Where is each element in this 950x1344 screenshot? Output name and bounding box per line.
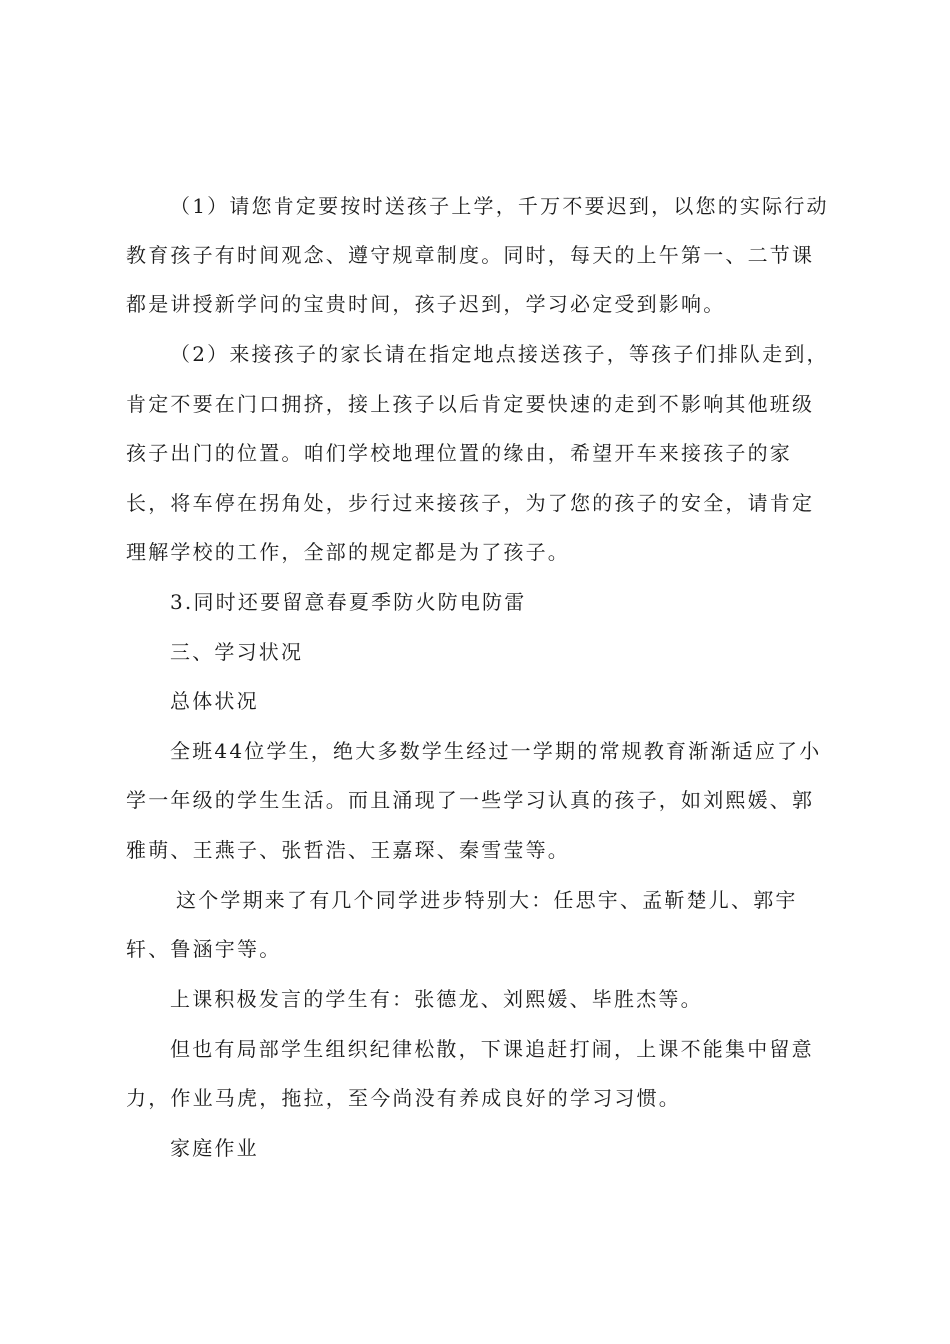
paragraph-2-line-5: 理解学校的工作，全部的规定都是为了孩子。 bbox=[126, 540, 570, 564]
section-heading-learning-status: 三、学习状况 bbox=[170, 640, 304, 664]
paragraph-3-line-2: 学一年级的学生生活。而且涌现了一些学习认真的孩子，如刘熙媛、郭 bbox=[126, 788, 815, 812]
paragraph-5: 上课积极发言的学生有：张德龙、刘熙媛、毕胜杰等。 bbox=[170, 987, 703, 1011]
item-3-heading: 3.同时还要留意春夏季防火防电防雷 bbox=[170, 590, 527, 614]
paragraph-2-line-4: 长，将车停在拐角处，步行过来接孩子，为了您的孩子的安全，请肯定 bbox=[126, 491, 815, 515]
paragraph-2-line-1: （2）来接孩子的家长请在指定地点接送孩子，等孩子们排队走到， bbox=[170, 342, 829, 366]
paragraph-1-line-3: 都是讲授新学问的宝贵时间，孩子迟到，学习必定受到影响。 bbox=[126, 292, 726, 316]
subheading-overall-status: 总体状况 bbox=[170, 689, 259, 713]
paragraph-6-line-1: 但也有局部学生组织纪律松散，下课追赶打闹，上课不能集中留意 bbox=[170, 1037, 814, 1061]
paragraph-3-line-1: 全班44位学生，绝大多数学生经过一学期的常规教育渐渐适应了小 bbox=[170, 739, 822, 763]
paragraph-6-line-2: 力，作业马虎，拖拉，至今尚没有养成良好的学习习惯。 bbox=[126, 1086, 681, 1110]
paragraph-4-line-2: 轩、鲁涵宇等。 bbox=[126, 937, 282, 961]
paragraph-1-line-2: 教育孩子有时间观念、遵守规章制度。同时，每天的上午第一、二节课 bbox=[126, 243, 815, 267]
paragraph-1-line-1: （1）请您肯定要按时送孩子上学，千万不要迟到，以您的实际行动 bbox=[170, 194, 829, 218]
paragraph-3-line-3: 雅萌、王燕子、张哲浩、王嘉琛、秦雪莹等。 bbox=[126, 838, 570, 862]
subheading-homework: 家庭作业 bbox=[170, 1136, 259, 1160]
paragraph-2-line-3: 孩子出门的位置。咱们学校地理位置的缘由，希望开车来接孩子的家 bbox=[126, 441, 792, 465]
paragraph-2-line-2: 肯定不要在门口拥挤，接上孩子以后肯定要快速的走到不影响其他班级 bbox=[126, 392, 815, 416]
paragraph-4-line-1: 这个学期来了有几个同学进步特别大：任思宇、孟靳楚儿、郭宇 bbox=[176, 888, 798, 912]
